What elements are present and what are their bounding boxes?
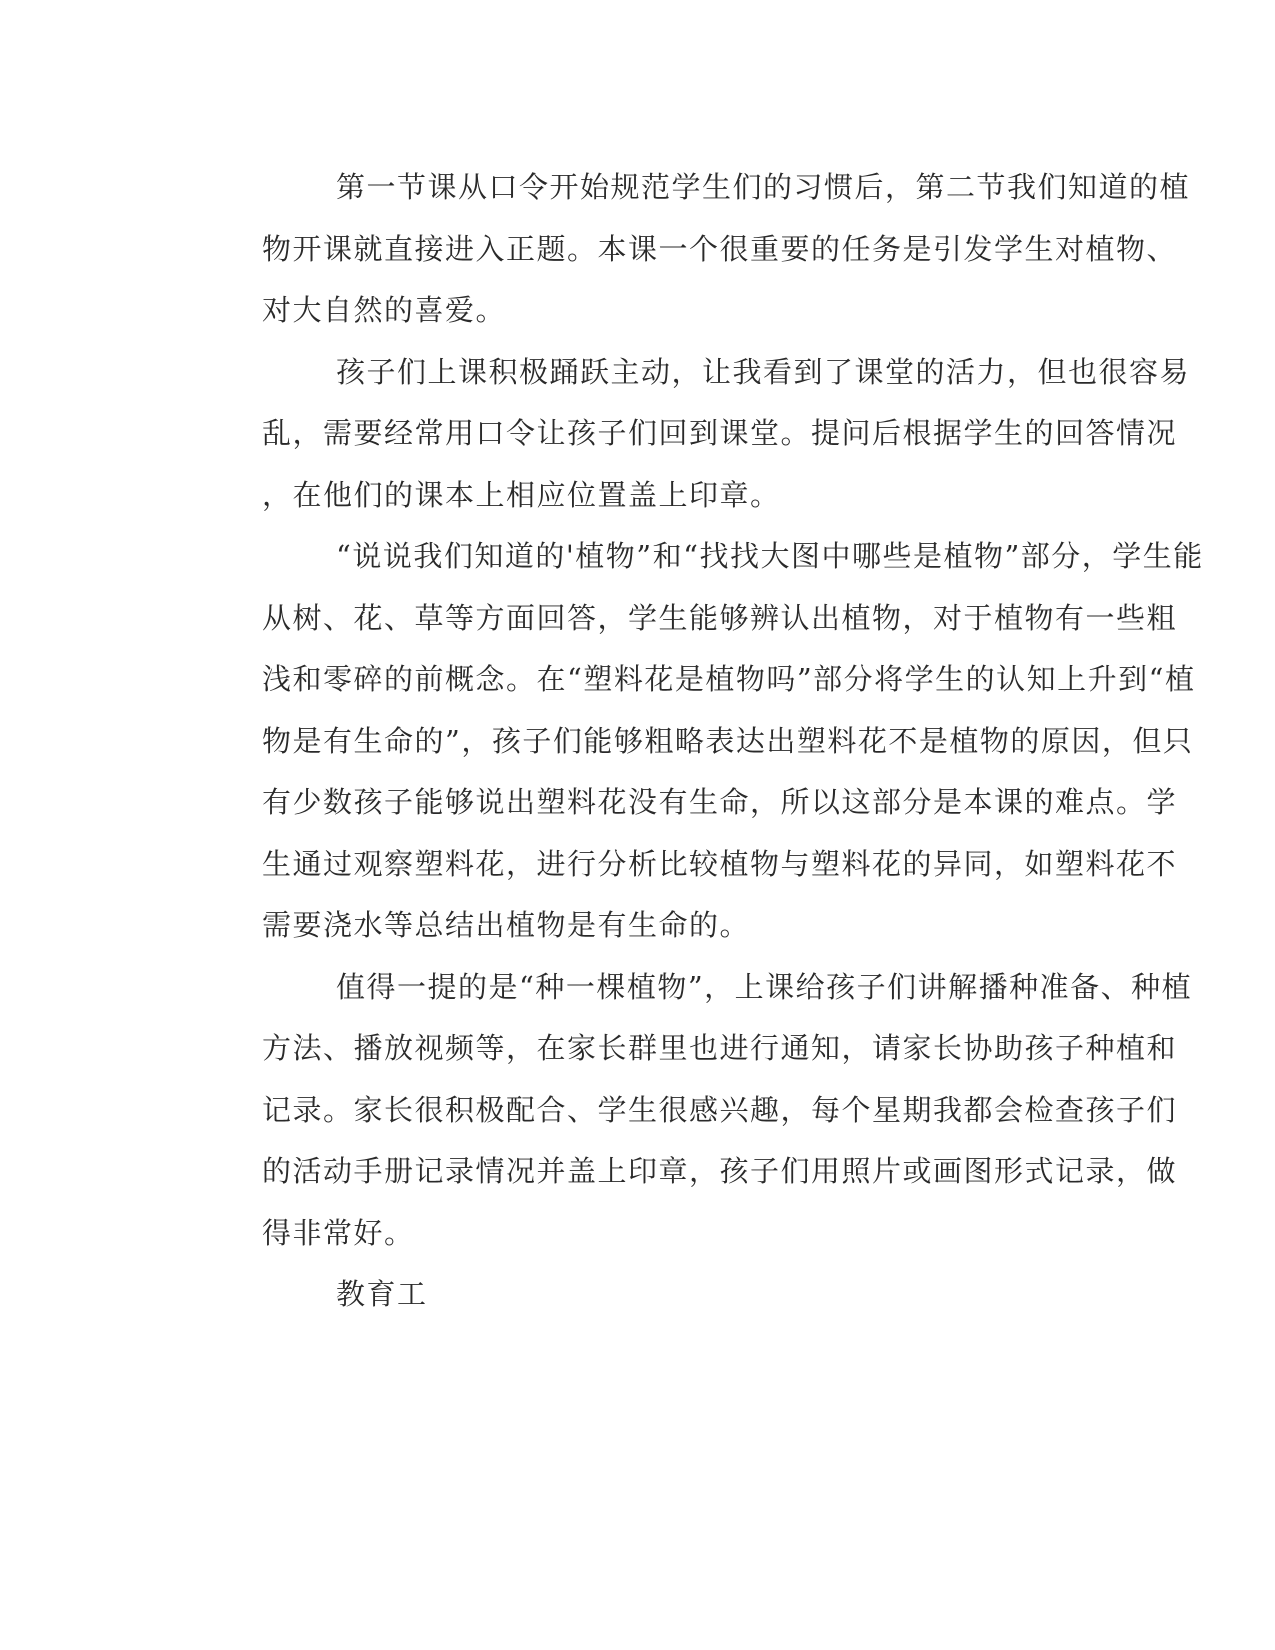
paragraph-line: “说说我们知道的'植物”和“找找大图中哪些是植物”部分，学生能 bbox=[336, 539, 1204, 573]
paragraph-line: 得非常好。 bbox=[262, 1215, 415, 1250]
paragraph-line: 浅和零碎的前概念。在“塑料花是植物吗”部分将学生的认知上升到“植 bbox=[262, 662, 1196, 696]
paragraph-2 bbox=[188, 342, 1191, 527]
paragraph-line: 生通过观察塑料花，进行分析比较植物与塑料花的异同，如塑料花不 bbox=[262, 846, 1178, 881]
paragraph-line: 记录。家长很积极配合、学生很感兴趣，每个星期我都会检查孩子们 bbox=[262, 1092, 1178, 1127]
paragraph-line: 乱，需要经常用口令让孩子们回到课堂。提问后根据学生的回答情况 bbox=[262, 416, 1178, 450]
paragraph-line: 值得一提的是“种一棵植物”，上课给孩子们讲解播种准备、种植 bbox=[336, 969, 1193, 1004]
paragraph-line: 需要浇水等总结出植物是有生命的。 bbox=[262, 908, 751, 942]
paragraph-line: 对大自然的喜爱。 bbox=[262, 293, 507, 327]
paragraph-line: 方法、播放视频等，在家长群里也进行通知，请家长协助孩子种植和 bbox=[262, 1031, 1178, 1065]
paragraph-line: 物开课就直接进入正题。本课一个很重要的任务是引发学生对植物、 bbox=[262, 231, 1178, 266]
paragraph-line: 的活动手册记录情况并盖上印章，孩子们用照片或画图形式记录，做 bbox=[262, 1154, 1178, 1188]
paragraph-line: 第一节课从口令开始规范学生们的习惯后，第二节我们知道的植 bbox=[336, 170, 1191, 204]
paragraph-4 bbox=[188, 957, 1193, 1265]
paragraph-line: ，在他们的课本上相应位置盖上印章。 bbox=[262, 477, 781, 512]
document-body bbox=[188, 157, 1204, 1326]
paragraph-5 bbox=[188, 1264, 1068, 1326]
paragraph-3 bbox=[188, 526, 1204, 957]
paragraph-line: 孩子们上课积极踊跃主动，让我看到了课堂的活力，但也很容易 bbox=[336, 354, 1191, 389]
paragraph-line: 有少数孩子能够说出塑料花没有生命，所以这部分是本课的难点。学 bbox=[262, 785, 1178, 819]
paragraph-line: 从树、花、草等方面回答，学生能够辨认出植物，对于植物有一些粗 bbox=[262, 600, 1178, 635]
paragraph-line: 教育工 bbox=[336, 1277, 428, 1311]
paragraph-1 bbox=[188, 157, 1191, 342]
paragraph-line: 物是有生命的”，孩子们能够粗略表达出塑料花不是植物的原因，但只 bbox=[262, 723, 1194, 758]
